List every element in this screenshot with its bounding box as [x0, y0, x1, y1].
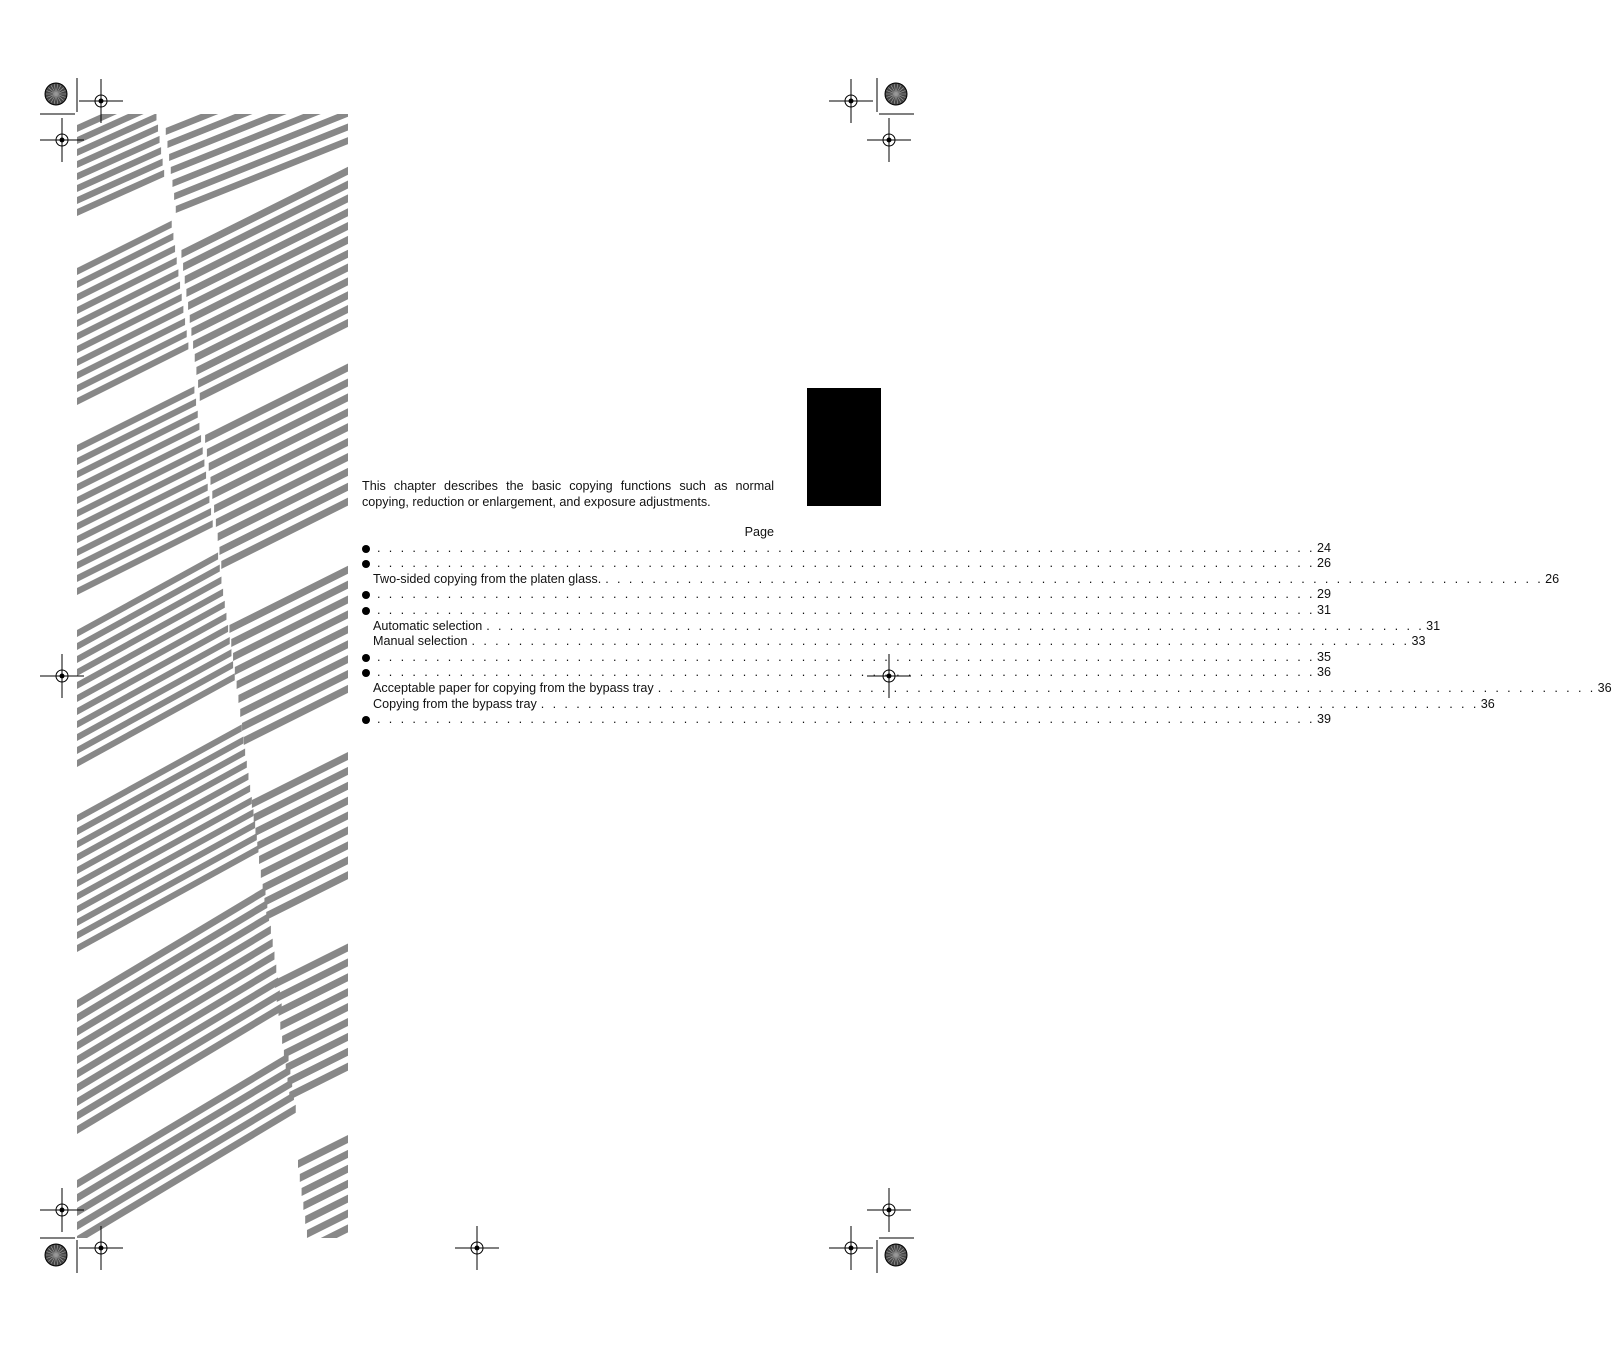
- toc-subsection-entry[interactable]: [362, 680, 1612, 697]
- toc-entry-page: 29: [1316, 587, 1331, 602]
- toc-page-header: Page: [744, 525, 774, 539]
- toc-entry-page: 39: [1316, 712, 1331, 727]
- dot-leader: . . . . . . . . . . . . . . . . . . . . . . . . . . . . . . . . . . . . . . . . . . . . . . . . . . . . . . . . . . . . . . . . . . . . . . . . . . . . . . . .: [377, 602, 1315, 617]
- toc-entry-page: 24: [1316, 540, 1331, 555]
- dot-leader: . . . . . . . . . . . . . . . . . . . . . . . . . . . . . . . . . . . . . . . . . . . . . . . . . . . . . . . . . . . . . . . . . . . . . . . . . . . . . . . .: [377, 540, 1315, 555]
- toc-entry-page: 26: [1316, 556, 1331, 571]
- toc-entry-page: 36: [1597, 680, 1612, 695]
- bullet-icon: [362, 545, 370, 553]
- toc-entry-label: Automatic selection: [373, 618, 483, 633]
- bullet-icon: [362, 607, 370, 615]
- toc-subsection-entry[interactable]: [362, 634, 1426, 650]
- toc-section-entry[interactable]: [362, 712, 1331, 728]
- bullet-icon: [362, 591, 370, 599]
- bullet-icon: [362, 716, 370, 724]
- chapter-tab: [807, 388, 881, 506]
- toc-entry-page: 31: [1426, 618, 1441, 633]
- toc-subsection-entry[interactable]: [362, 571, 1560, 588]
- dot-leader: . . . . . . . . . . . . . . . . . . . . . . . . . . . . . . . . . . . . . . . . . . . . . . . . . . . . . . . . . . . . . . . . . . . . . . . . . . . . . . . .: [377, 665, 1315, 680]
- toc-entry-page: 35: [1316, 649, 1331, 664]
- dot-leader: . . . . . . . . . . . . . . . . . . . . . . . . . . . . . . . . . . . . . . . . . . . . . . . . . . . . . . . . . . . . . . . . . . . . . . . . . . . . . . . .: [486, 618, 1425, 633]
- toc-section-entry[interactable]: [362, 587, 1331, 603]
- table-of-contents: [362, 525, 1612, 728]
- dot-leader: . . . . . . . . . . . . . . . . . . . . . . . . . . . . . . . . . . . . . . . . . . . . . . . . . . . . . . . . . . . . . . . . . . . . . . . . . . . . . . . .: [540, 696, 1479, 711]
- dot-leader: . . . . . . . . . . . . . . . . . . . . . . . . . . . . . . . . . . . . . . . . . . . . . . . . . . . . . . . . . . . . . . . . . . . . . . . . . . . . . . . .: [377, 556, 1315, 571]
- dot-leader: . . . . . . . . . . . . . . . . . . . . . . . . . . . . . . . . . . . . . . . . . . . . . . . . . . . . . . . . . . . . . . . . . . . . . . . . . . . . . . . .: [605, 571, 1544, 586]
- toc-entry-page: 33: [1411, 634, 1426, 649]
- toc-subsection-entry[interactable]: [362, 618, 1441, 635]
- bullet-icon: [362, 669, 370, 677]
- toc-subsection-entry[interactable]: [362, 696, 1495, 713]
- dot-leader: . . . . . . . . . . . . . . . . . . . . . . . . . . . . . . . . . . . . . . . . . . . . . . . . . . . . . . . . . . . . . . . . . . . . . . . . . . . . . . . .: [377, 649, 1315, 664]
- toc-entry-label: Manual selection: [373, 634, 468, 649]
- bullet-icon: [362, 654, 370, 662]
- dot-leader: . . . . . . . . . . . . . . . . . . . . . . . . . . . . . . . . . . . . . . . . . . . . . . . . . . . . . . . . . . . . . . . . . . . . . . . . . . . . . . . .: [471, 634, 1410, 649]
- toc-section-entry[interactable]: [362, 602, 1331, 619]
- toc-entry-label: Two-sided copying from the platen glass.: [373, 571, 602, 586]
- toc-entry-page: 31: [1316, 602, 1331, 617]
- dot-leader: . . . . . . . . . . . . . . . . . . . . . . . . . . . . . . . . . . . . . . . . . . . . . . . . . . . . . . . . . . . . . . . . . . . . . . . . . . . . . . . .: [377, 587, 1315, 602]
- toc-section-entry[interactable]: [362, 649, 1331, 666]
- toc-section-entry[interactable]: [362, 540, 1331, 557]
- toc-entry-page: 36: [1480, 696, 1495, 711]
- toc-list: [362, 540, 1612, 728]
- dot-leader: . . . . . . . . . . . . . . . . . . . . . . . . . . . . . . . . . . . . . . . . . . . . . . . . . . . . . . . . . . . . . . . . . . . . . . . . . . . . . . . .: [657, 680, 1596, 695]
- dot-leader: . . . . . . . . . . . . . . . . . . . . . . . . . . . . . . . . . . . . . . . . . . . . . . . . . . . . . . . . . . . . . . . . . . . . . . . . . . . . . . . .: [377, 712, 1315, 727]
- toc-entry-page: 26: [1545, 571, 1560, 586]
- toc-entry-label: Acceptable paper for copying from the bypass tray: [373, 680, 654, 695]
- toc-entry-page: 36: [1316, 665, 1331, 680]
- toc-section-entry[interactable]: [362, 665, 1331, 681]
- chapter-intro: This chapter describes the basic copying functions such as normal copying, reduction or enlargement, and exposure adjustments.: [362, 479, 774, 509]
- bullet-icon: [362, 560, 370, 568]
- toc-section-entry[interactable]: [362, 556, 1331, 572]
- toc-entry-label: Copying from the bypass tray: [373, 696, 537, 711]
